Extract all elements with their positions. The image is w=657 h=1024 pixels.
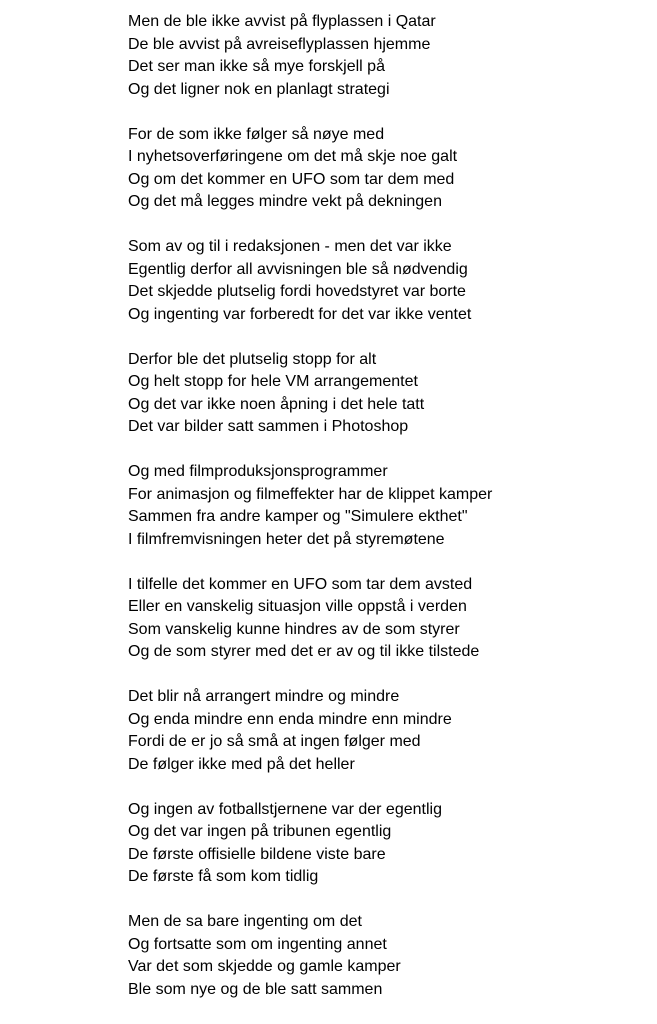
poem-line: For de som ikke følger så nøye med xyxy=(128,125,385,143)
stanza-1 xyxy=(128,11,648,101)
stanza-8 xyxy=(128,799,648,889)
poem-line: Men de ble ikke avvist på flyplassen i Qatar xyxy=(128,13,436,30)
poem-line: Var det som skjedde og gamle kamper xyxy=(128,958,401,975)
stanza-5 xyxy=(128,461,648,551)
poem-line: Og helt stopp for hele VM arrangementet xyxy=(128,373,418,390)
poem-line: De første offisielle bildene viste bare xyxy=(128,845,386,863)
poem-line: For animasjon og filmeffekter har de klippet kamper xyxy=(128,485,493,503)
stanza-2 xyxy=(128,124,648,214)
poem-line: Og fortsatte som om ingenting annet xyxy=(128,935,387,953)
poem-line: Og om det kommer en UFO som tar dem med xyxy=(128,170,455,188)
poem-line: Det ser man ikke så mye forskjell på xyxy=(128,58,385,75)
poem-line: Og med filmproduksjonsprogrammer xyxy=(128,463,388,480)
poem-line: Som vanskelig kunne hindres av de som styrer xyxy=(128,620,460,638)
poem-line: Ble som nye og de ble satt sammen xyxy=(128,980,383,998)
stanza-7 xyxy=(128,686,648,776)
poem-line: Derfor ble det plutselig stopp for alt xyxy=(128,350,377,368)
poem-line: Fordi de er jo så små at ingen følger med xyxy=(128,733,421,750)
poem-line: I nyhetsoverføringene om det må skje noe galt xyxy=(128,148,458,165)
poem-line: Og det ligner nok en planlagt strategi xyxy=(128,80,390,98)
stanza-6 xyxy=(128,574,648,664)
poem-line: Men de sa bare ingenting om det xyxy=(128,913,362,930)
poem-line: Som av og til i redaksjonen - men det var ikke xyxy=(128,238,452,255)
poem-line: Og de som styrer med det er av og til ikke tilstede xyxy=(128,643,480,660)
poem-line: I filmfremvisningen heter det på styremøtene xyxy=(128,530,445,548)
poem-line: Og ingenting var forberedt for det var ikke ventet xyxy=(128,305,472,323)
stanza-4 xyxy=(128,349,648,439)
stanza-9 xyxy=(128,911,648,1001)
poem-line: Det skjedde plutselig fordi hovedstyret var borte xyxy=(128,283,466,300)
poem-line: Egentlig derfor all avvisningen ble så nødvendig xyxy=(128,260,468,278)
poem-line: Det var bilder satt sammen i Photoshop xyxy=(128,418,409,435)
poem-line: Det blir nå arrangert mindre og mindre xyxy=(128,688,400,705)
poem-line: Og det var ingen på tribunen egentlig xyxy=(128,823,392,840)
poem-line: Og det var ikke noen åpning i det hele tatt xyxy=(128,395,425,413)
poem-line: De følger ikke med på det heller xyxy=(128,755,355,773)
poem-line: Og enda mindre enn enda mindre enn mindre xyxy=(128,710,452,728)
poem-line: Sammen fra andre kamper og "Simulere ekthet" xyxy=(128,508,468,525)
poem-line: Og det må legges mindre vekt på dekningen xyxy=(128,193,442,210)
poem-line: De første få som kom tidlig xyxy=(128,868,319,885)
poem-line: De ble avvist på avreiseflyplassen hjemme xyxy=(128,35,431,53)
poem-body xyxy=(128,11,648,1024)
poem-line: Og ingen av fotballstjernene var der egentlig xyxy=(128,800,442,818)
poem-line: Eller en vanskelig situasjon ville oppstå i verden xyxy=(128,598,467,615)
poem-line: I tilfelle det kommer en UFO som tar dem avsted xyxy=(128,575,473,593)
stanza-3 xyxy=(128,236,648,326)
